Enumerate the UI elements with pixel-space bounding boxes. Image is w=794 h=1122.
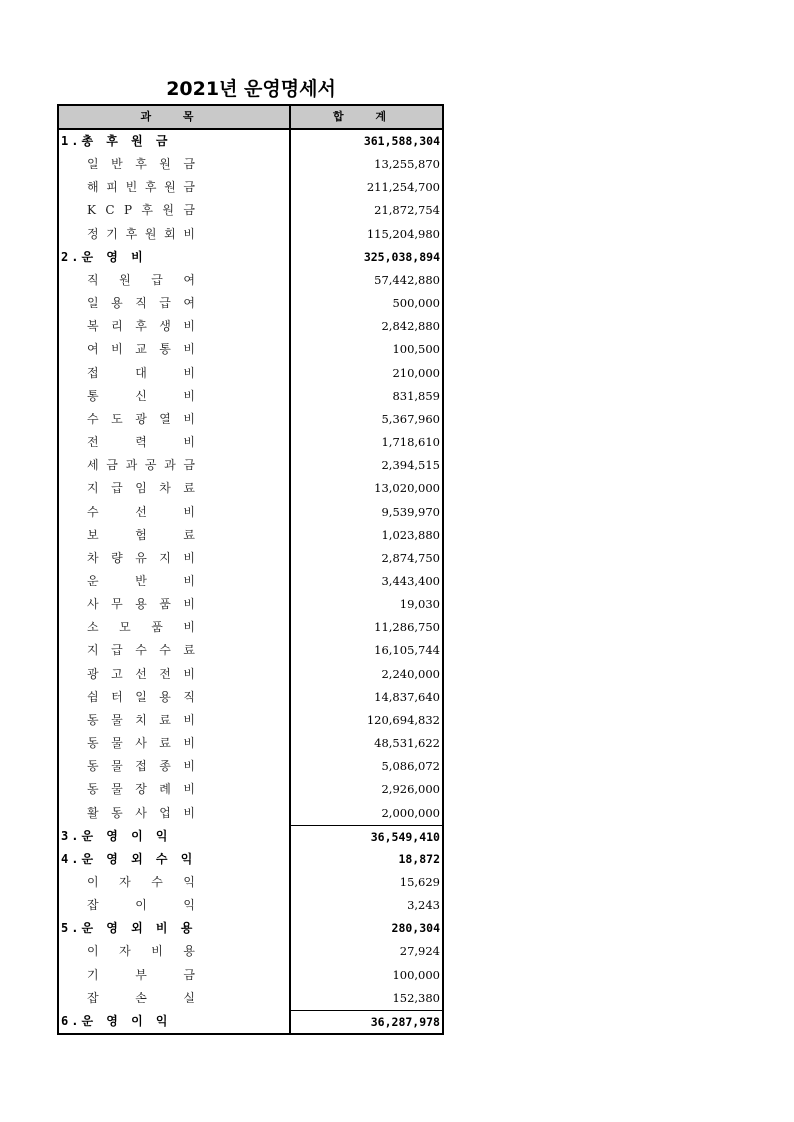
table-row <box>59 501 442 524</box>
row-label: 3.운 영 이 익 <box>59 825 291 848</box>
row-label: 수 도 광 열 비 <box>59 408 291 431</box>
row-label: 운 반 비 <box>59 570 291 593</box>
row-label: 통 신 비 <box>59 385 291 408</box>
table-row <box>59 593 442 616</box>
row-label: K C P 후 원 금 <box>59 199 291 222</box>
table-header <box>59 106 442 130</box>
row-value: 5,086,072 <box>381 759 440 774</box>
row-label: 잡 이 익 <box>59 894 291 917</box>
table-body <box>59 130 442 1033</box>
table-row <box>59 639 442 662</box>
row-label: 동 물 사 료 비 <box>59 732 291 755</box>
row-value: 3,443,400 <box>381 573 440 588</box>
row-value: 16,105,744 <box>374 643 440 658</box>
row-value: 2,842,880 <box>381 319 440 334</box>
row-label: 쉼 터 일 용 직 <box>59 686 291 709</box>
row-value: 211,254,700 <box>366 180 440 195</box>
row-label: 수 선 비 <box>59 501 291 524</box>
section-row <box>59 130 442 153</box>
table-row <box>59 802 442 825</box>
table-row <box>59 223 442 246</box>
row-value: 11,286,750 <box>374 620 440 635</box>
row-label: 동 물 장 례 비 <box>59 778 291 801</box>
table-row <box>59 431 442 454</box>
row-label: 4.운 영 외 수 익 <box>59 848 291 871</box>
row-value: 5,367,960 <box>381 411 440 426</box>
row-label: 차 량 유 지 비 <box>59 547 291 570</box>
header-total: 합 계 <box>332 110 401 123</box>
table-row <box>59 987 442 1010</box>
row-value: 1,023,880 <box>381 527 440 542</box>
row-label: 기 부 금 <box>59 964 291 987</box>
row-label: 잡 손 실 <box>59 987 291 1010</box>
row-value: 21,872,754 <box>374 203 440 218</box>
page-title: 2021년 운영명세서 <box>166 78 336 100</box>
row-value: 3,243 <box>407 898 440 913</box>
table-row <box>59 616 442 639</box>
row-value: 100,500 <box>392 342 440 357</box>
table-row <box>59 547 442 570</box>
row-value: 15,629 <box>399 875 440 889</box>
row-value: 325,038,894 <box>363 249 440 264</box>
row-label: 1.총 후 원 금 <box>59 130 291 153</box>
table-row <box>59 269 442 292</box>
table-row <box>59 315 442 338</box>
row-label: 직 원 급 여 <box>59 269 291 292</box>
section-row <box>59 246 442 269</box>
table-row <box>59 408 442 431</box>
table-row <box>59 871 442 894</box>
row-label: 지 급 수 수 료 <box>59 639 291 662</box>
row-label: 동 물 접 종 비 <box>59 755 291 778</box>
row-value: 27,924 <box>399 944 440 959</box>
row-label: 접 대 비 <box>59 362 291 385</box>
statement-table <box>57 104 444 1035</box>
row-value: 19,030 <box>399 597 440 612</box>
row-value: 280,304 <box>391 921 440 936</box>
row-value: 2,926,000 <box>381 782 440 797</box>
row-value: 48,531,622 <box>374 736 440 751</box>
row-value: 9,539,970 <box>381 504 440 519</box>
table-row <box>59 153 442 176</box>
table-row <box>59 894 442 917</box>
row-value: 36,287,978 <box>291 1010 442 1033</box>
table-row <box>59 385 442 408</box>
row-label: 사 무 용 품 비 <box>59 593 291 616</box>
row-label: 보 험 료 <box>59 524 291 547</box>
table-row <box>59 362 442 385</box>
table-row <box>59 292 442 315</box>
row-label: 전 력 비 <box>59 431 291 454</box>
table-row <box>59 176 442 199</box>
table-row <box>59 454 442 477</box>
row-label: 이 자 비 용 <box>59 940 291 963</box>
table-row <box>59 477 442 500</box>
row-label: 2.운 영 비 <box>59 246 291 269</box>
table-row <box>59 755 442 778</box>
row-value: 500,000 <box>392 296 440 311</box>
table-row <box>59 524 442 547</box>
row-value: 2,394,515 <box>381 458 440 473</box>
row-label: 여 비 교 통 비 <box>59 338 291 361</box>
row-label: 세 금 과 공 과 금 <box>59 454 291 477</box>
row-value: 831,859 <box>392 388 440 403</box>
row-value: 100,000 <box>392 967 440 982</box>
row-value: 13,255,870 <box>374 157 440 172</box>
row-value: 2,240,000 <box>381 666 440 681</box>
table-row <box>59 338 442 361</box>
section-row <box>59 917 442 940</box>
row-value: 2,000,000 <box>381 805 440 820</box>
table-row <box>59 940 442 963</box>
row-label: 6.운 영 이 익 <box>59 1010 291 1033</box>
row-value: 361,588,304 <box>363 134 440 148</box>
table-row <box>59 709 442 732</box>
section-row <box>59 825 442 848</box>
section-row <box>59 848 442 871</box>
row-value: 210,000 <box>392 365 440 380</box>
row-value: 18,872 <box>398 851 440 866</box>
row-label: 소 모 품 비 <box>59 616 291 639</box>
row-label: 복 리 후 생 비 <box>59 315 291 338</box>
row-label: 광 고 선 전 비 <box>59 663 291 686</box>
table-row <box>59 964 442 987</box>
row-value: 13,020,000 <box>374 481 440 496</box>
row-label: 일 반 후 원 금 <box>59 153 291 176</box>
row-label: 정 기 후 원 회 비 <box>59 223 291 246</box>
row-label: 동 물 치 료 비 <box>59 709 291 732</box>
row-value: 57,442,880 <box>374 272 440 287</box>
row-value: 36,549,410 <box>291 825 442 848</box>
row-value: 14,837,640 <box>374 689 440 704</box>
table-row <box>59 686 442 709</box>
section-row <box>59 1010 442 1033</box>
table-row <box>59 199 442 222</box>
header-subject: 과 목 <box>59 106 291 128</box>
row-value: 120,694,832 <box>366 712 440 727</box>
row-label: 지 급 임 차 료 <box>59 477 291 500</box>
table-row <box>59 663 442 686</box>
row-label: 일 용 직 급 여 <box>59 292 291 315</box>
row-label: 해 피 빈 후 원 금 <box>59 176 291 199</box>
row-value: 152,380 <box>392 990 440 1005</box>
row-value: 2,874,750 <box>381 550 440 565</box>
table-row <box>59 778 442 801</box>
table-row <box>59 570 442 593</box>
row-label: 5.운 영 외 비 용 <box>59 917 291 940</box>
row-value: 1,718,610 <box>381 435 440 450</box>
row-value: 115,204,980 <box>366 226 440 241</box>
row-label: 이 자 수 익 <box>59 871 291 894</box>
table-row <box>59 732 442 755</box>
row-label: 활 동 사 업 비 <box>59 802 291 825</box>
